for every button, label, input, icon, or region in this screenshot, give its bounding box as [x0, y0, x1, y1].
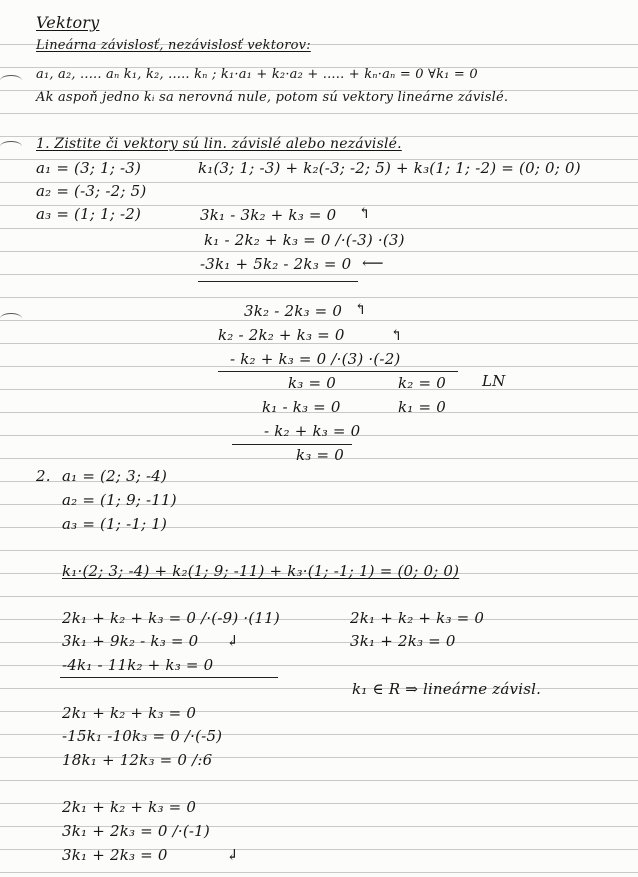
- margin-mark: [0, 313, 22, 324]
- ruled-line: [0, 274, 638, 275]
- page-subtitle: Lineárna závislosť, nezávislosť vektorov:: [36, 38, 311, 53]
- result-k3-final: k₃ = 0: [296, 446, 344, 464]
- vector-a3: a₃ = (1; -1; 1): [62, 515, 168, 533]
- underline-rule: [232, 444, 352, 445]
- ruled-line: [0, 228, 638, 229]
- arrow-left-icon: ↲: [226, 632, 239, 650]
- ex2-system1-eq3: -4k₁ - 11k₂ + k₃ = 0: [62, 656, 214, 674]
- ruled-line: [0, 251, 638, 252]
- ex2-conclusion: k₁ ∈ R ⇒ lineárne závisl.: [352, 680, 542, 698]
- ex2-right-eq2: 3k₁ + 2k₃ = 0: [350, 632, 456, 650]
- system1-eq1: 3k₁ - 3k₂ + k₃ = 0: [200, 206, 337, 224]
- example-1-heading: 1. Zistite či vektory sú lin. závislé alebo nezávislé.: [36, 136, 402, 152]
- ruled-line: [0, 550, 638, 551]
- ruled-line: [0, 596, 638, 597]
- ex2-system3-eq3: 3k₁ + 2k₃ = 0: [62, 846, 168, 864]
- margin-mark: [0, 141, 22, 152]
- example-2-equation: k₁·(2; 3; -4) + k₂(1; 9; -11) + k₃·(1; -1; 1) = (0; 0; 0): [62, 562, 460, 580]
- ruled-line: [0, 297, 638, 298]
- ex2-system1-eq1: 2k₁ + k₂ + k₃ = 0 /·(-9) ·(11): [62, 609, 280, 627]
- vector-a1: a₁ = (2; 3; -4): [62, 467, 168, 485]
- definition-line-1: a₁, a₂, ..... aₙ k₁, k₂, ..... kₙ ; k₁·a₁ + k₂·a₂ + ..... + kₙ·aₙ = 0 ∀k₁ = 0: [36, 67, 478, 82]
- arrow-left-icon: ↲: [226, 846, 239, 864]
- system2-eq2: k₂ - 2k₂ + k₃ = 0: [218, 326, 345, 344]
- margin-mark: [0, 75, 22, 86]
- arrow-up-icon: ↰: [390, 326, 403, 344]
- ex2-system3-eq1: 2k₁ + k₂ + k₃ = 0: [62, 798, 197, 816]
- vector-a3: a₃ = (1; 1; -2): [36, 205, 142, 223]
- system2-eq1: 3k₂ - 2k₃ = 0: [244, 302, 343, 320]
- result-k2: k₂ = 0: [398, 374, 446, 392]
- vector-a1: a₁ = (3; 1; -3): [36, 159, 142, 177]
- underline-rule: [198, 281, 358, 282]
- ex2-system2-eq3: 18k₁ + 12k₃ = 0 /:6: [62, 751, 213, 769]
- ex2-system1-eq2: 3k₁ + 9k₂ - k₃ = 0: [62, 632, 199, 650]
- result-k3: k₃ = 0: [288, 374, 336, 392]
- ruled-line: [0, 872, 638, 873]
- ruled-line: [0, 113, 638, 114]
- example-1-equation: k₁(3; 1; -3) + k₂(-3; -2; 5) + k₃(1; 1; -2) = (0; 0; 0): [198, 159, 581, 177]
- system1-eq3: -3k₁ + 5k₂ - 2k₃ = 0: [200, 255, 352, 273]
- ruled-line: [0, 780, 638, 781]
- arrow-up-icon: ↰: [354, 300, 367, 318]
- example-2-label: 2.: [36, 467, 51, 485]
- ex2-system3-eq2: 3k₁ + 2k₃ = 0 /·(-1): [62, 822, 210, 840]
- ex2-system2-eq2: -15k₁ -10k₃ = 0 /·(-5): [62, 727, 223, 745]
- ruled-line: [0, 320, 638, 321]
- system2-eq3: - k₂ + k₃ = 0 /·(3) ·(-2): [230, 350, 401, 368]
- underline-rule: [218, 371, 458, 372]
- page-title: Vektory: [36, 13, 100, 32]
- arrow-up-icon: ↰: [358, 204, 371, 222]
- conclusion-ln: LN: [482, 372, 506, 390]
- ruled-line: [0, 688, 638, 689]
- vector-a2: a₂ = (-3; -2; 5): [36, 182, 147, 200]
- ex2-right-eq1: 2k₁ + k₂ + k₃ = 0: [350, 609, 485, 627]
- definition-line-2: Ak aspoň jedno kᵢ sa nerovná nule, potom sú vektory lineárne závislé.: [36, 90, 509, 105]
- vector-a2: a₂ = (1; 9; -11): [62, 491, 177, 509]
- result-k1: k₁ = 0: [398, 398, 446, 416]
- result-eq: k₁ - k₃ = 0: [262, 398, 341, 416]
- system1-eq2: k₁ - 2k₂ + k₃ = 0 /·(-3) ·(3): [204, 231, 405, 249]
- ex2-system2-eq1: 2k₁ + k₂ + k₃ = 0: [62, 704, 197, 722]
- arrow-left-icon: ⟵: [362, 254, 384, 272]
- underline-rule: [60, 677, 278, 678]
- result-eq2: - k₂ + k₃ = 0: [264, 422, 361, 440]
